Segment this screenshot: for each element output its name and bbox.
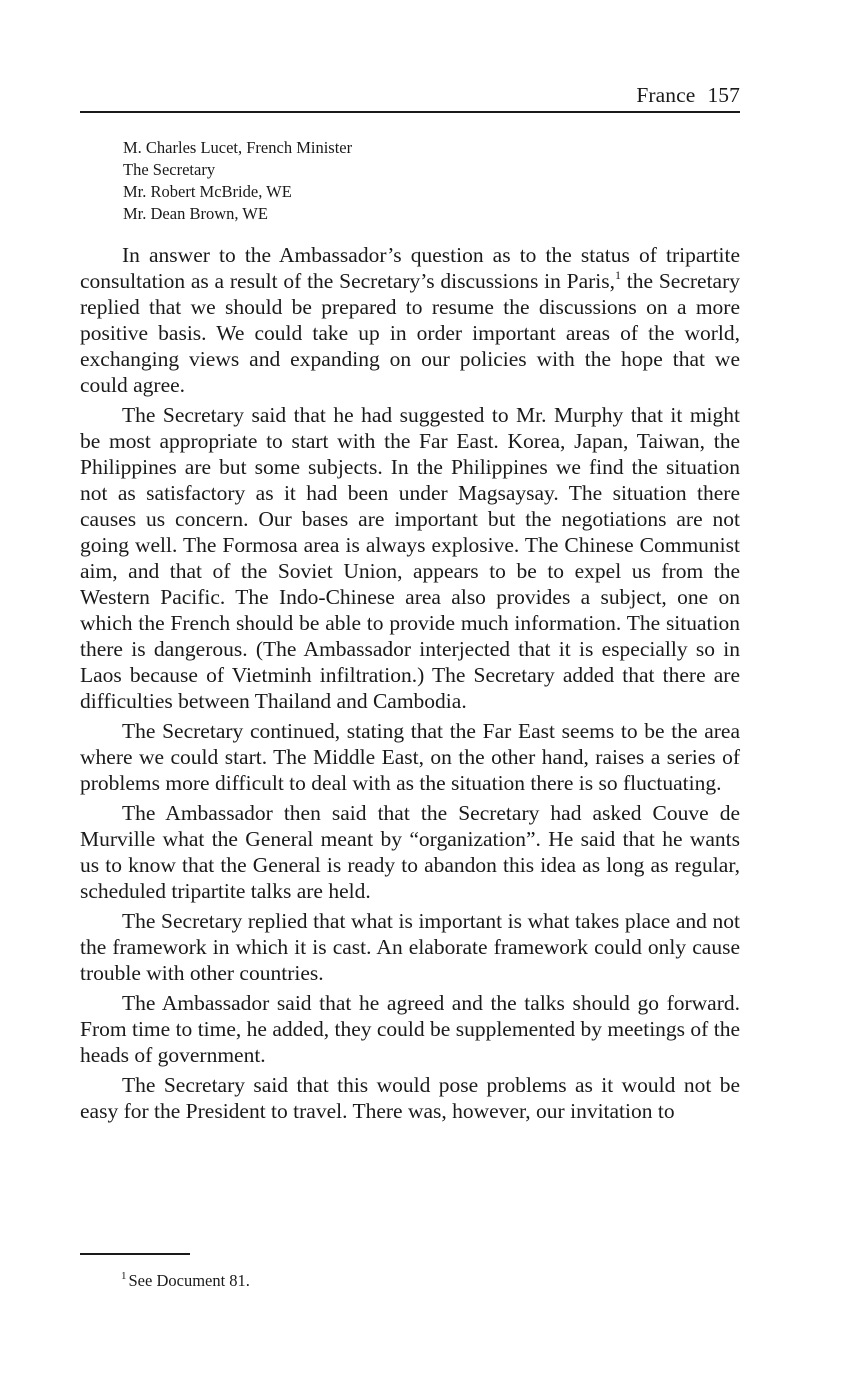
paragraph-1-part-b: the Secretary replied that we should be prepared to resume the discussions on a more positive basis. We could take up in order important areas of the world, exchanging views and expanding on our policies with the hope that we could agree. bbox=[80, 269, 740, 397]
paragraph-6: The Ambassador said that he agreed and the talks should go forward. From time to time, he added, they could be supplemented by meetings of the heads of government. bbox=[80, 991, 740, 1067]
participant-item: The Secretary bbox=[123, 160, 216, 179]
paragraph-2: The Secretary said that he had suggested to Mr. Murphy that it might be most appropriate to start with the Far East. Korea, Japan, Taiwan, the Philippines are but some subjects. In the Philippines we find the situation not as satisfactory as it had been under Magsaysay. The situation there causes us concern. Our bases are important but the negotiations are not going well. The Formosa area is always explosive. The Chinese Communist aim, and that of the Soviet Union, appears to be to expel us from the Western Pacific. The Indo-Chinese area also provides a subject, one on which the French should be able to provide much information. The situation there is dangerous. (The Ambassador interjected that it is especially so in Laos because of Vietminh infiltration.) The Secretary added that there are difficulties between Thailand and Cambodia. bbox=[80, 403, 740, 713]
body-text bbox=[80, 242, 740, 1124]
participant-item: M. Charles Lucet, French Minister bbox=[123, 138, 353, 157]
paragraph-1 bbox=[80, 242, 740, 398]
participant-item: Mr. Robert McBride, WE bbox=[123, 182, 292, 201]
participant-item: Mr. Dean Brown, WE bbox=[123, 204, 268, 223]
paragraph-3: The Secretary continued, stating that the Far East seems to be the area where we could start. The Middle East, on the other hand, raises a series of problems more difficult to deal with as the situation there is so fluctuating. bbox=[80, 719, 740, 795]
footnote-reference: 1 bbox=[615, 268, 622, 282]
footnote bbox=[121, 1270, 250, 1292]
footnote-text: See Document 81. bbox=[128, 1271, 250, 1290]
participant-list bbox=[123, 137, 352, 225]
paragraph-1-part-a: In answer to the Ambassador’s question as to the status of tripartite consultation as a result of the Secretary’s discussions in Paris, bbox=[80, 243, 740, 293]
footnote-rule bbox=[80, 1253, 190, 1255]
section-name: France bbox=[636, 83, 696, 107]
paragraph-5: The Secretary replied that what is important is what takes place and not the framework in which it is cast. An elaborate framework could only cause trouble with other countries. bbox=[80, 909, 740, 985]
header-rule bbox=[80, 111, 740, 113]
page-number: 157 bbox=[707, 83, 740, 107]
running-head bbox=[80, 82, 740, 108]
paragraph-7: The Secretary said that this would pose problems as it would not be easy for the President to travel. There was, however, our invitation to bbox=[80, 1073, 740, 1123]
footnote-marker: 1 bbox=[121, 1270, 127, 1282]
paragraph-4: The Ambassador then said that the Secretary had asked Couve de Murville what the General meant by “organization”. He said that he wants us to know that the General is ready to abandon this idea as long as regular, scheduled tripartite talks are held. bbox=[80, 801, 740, 903]
